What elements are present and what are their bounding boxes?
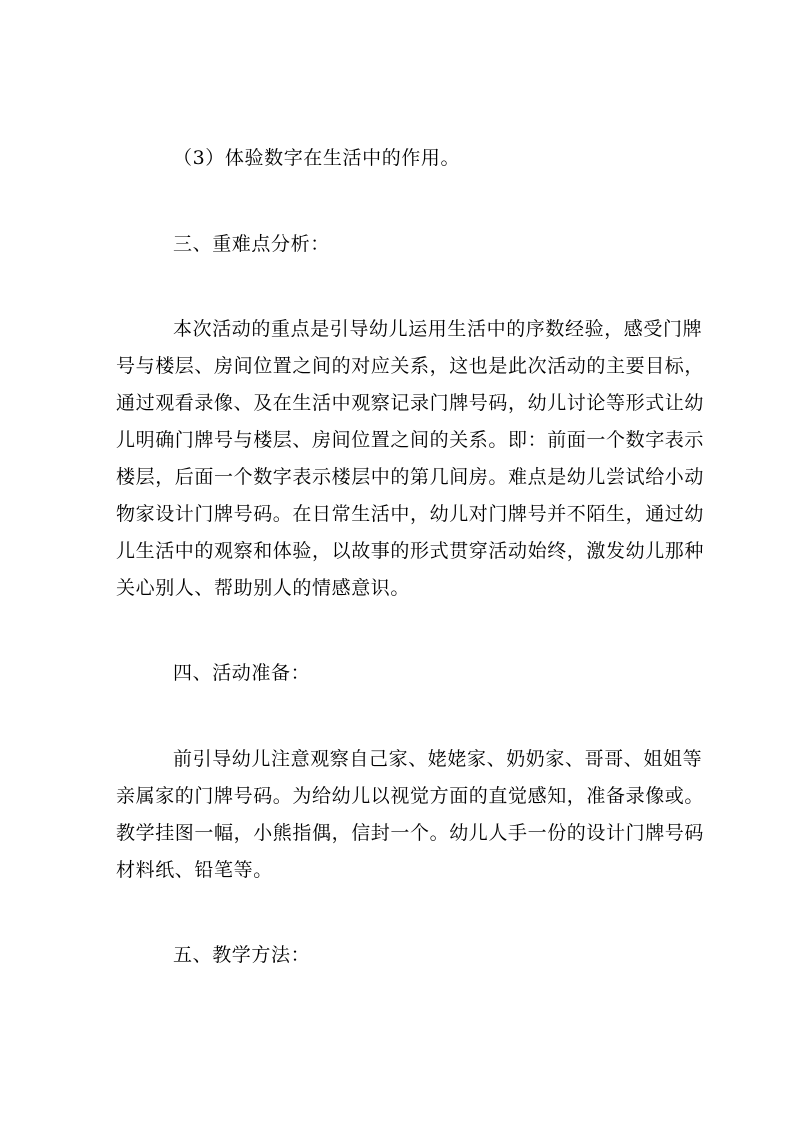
paragraph-line: 教学挂图一幅，小熊指偶，信封一个。幼儿人手一份的设计门牌号码 [116,822,705,844]
paragraph-line: 本次活动的重点是引导幼儿运用生活中的序数经验，感受门牌 [173,318,703,340]
paragraph-line: 关心别人、帮助别人的情感意识。 [116,577,411,599]
paragraph-line: 儿明确门牌号与楼层、房间位置之间的关系。即：前面一个数字表示 [116,429,705,451]
paragraph-line: 通过观看录像、及在生活中观察记录门牌号码，幼儿讨论等形式让幼 [116,392,705,414]
paragraph-line: 亲属家的门牌号码。为给幼儿以视觉方面的直觉感知，准备录像或。 [116,785,705,807]
paragraph-line: 物家设计门牌号码。在日常生活中，幼儿对门牌号并不陌生，通过幼 [116,503,705,525]
section-heading-activity-preparation: 四、活动准备： [173,662,311,684]
paragraph-line: 儿生活中的观察和体验，以故事的形式贯穿活动始终，激发幼儿那种 [116,540,705,562]
paragraph-line: 号与楼层、房间位置之间的对应关系，这也是此次活动的主要目标， [116,355,705,377]
paragraph-line: 材料纸、铅笔等。 [116,859,273,881]
objective-item-3: （3）体验数字在生活中的作用。 [173,147,461,169]
paragraph-line: 前引导幼儿注意观察自己家、姥姥家、奶奶家、哥哥、姐姐等 [173,748,703,770]
section-heading-key-difficulties: 三、重难点分析： [173,233,330,255]
paragraph-line: 楼层，后面一个数字表示楼层中的第几间房。难点是幼儿尝试给小动 [116,466,705,488]
section-heading-teaching-methods: 五、教学方法： [173,944,311,966]
